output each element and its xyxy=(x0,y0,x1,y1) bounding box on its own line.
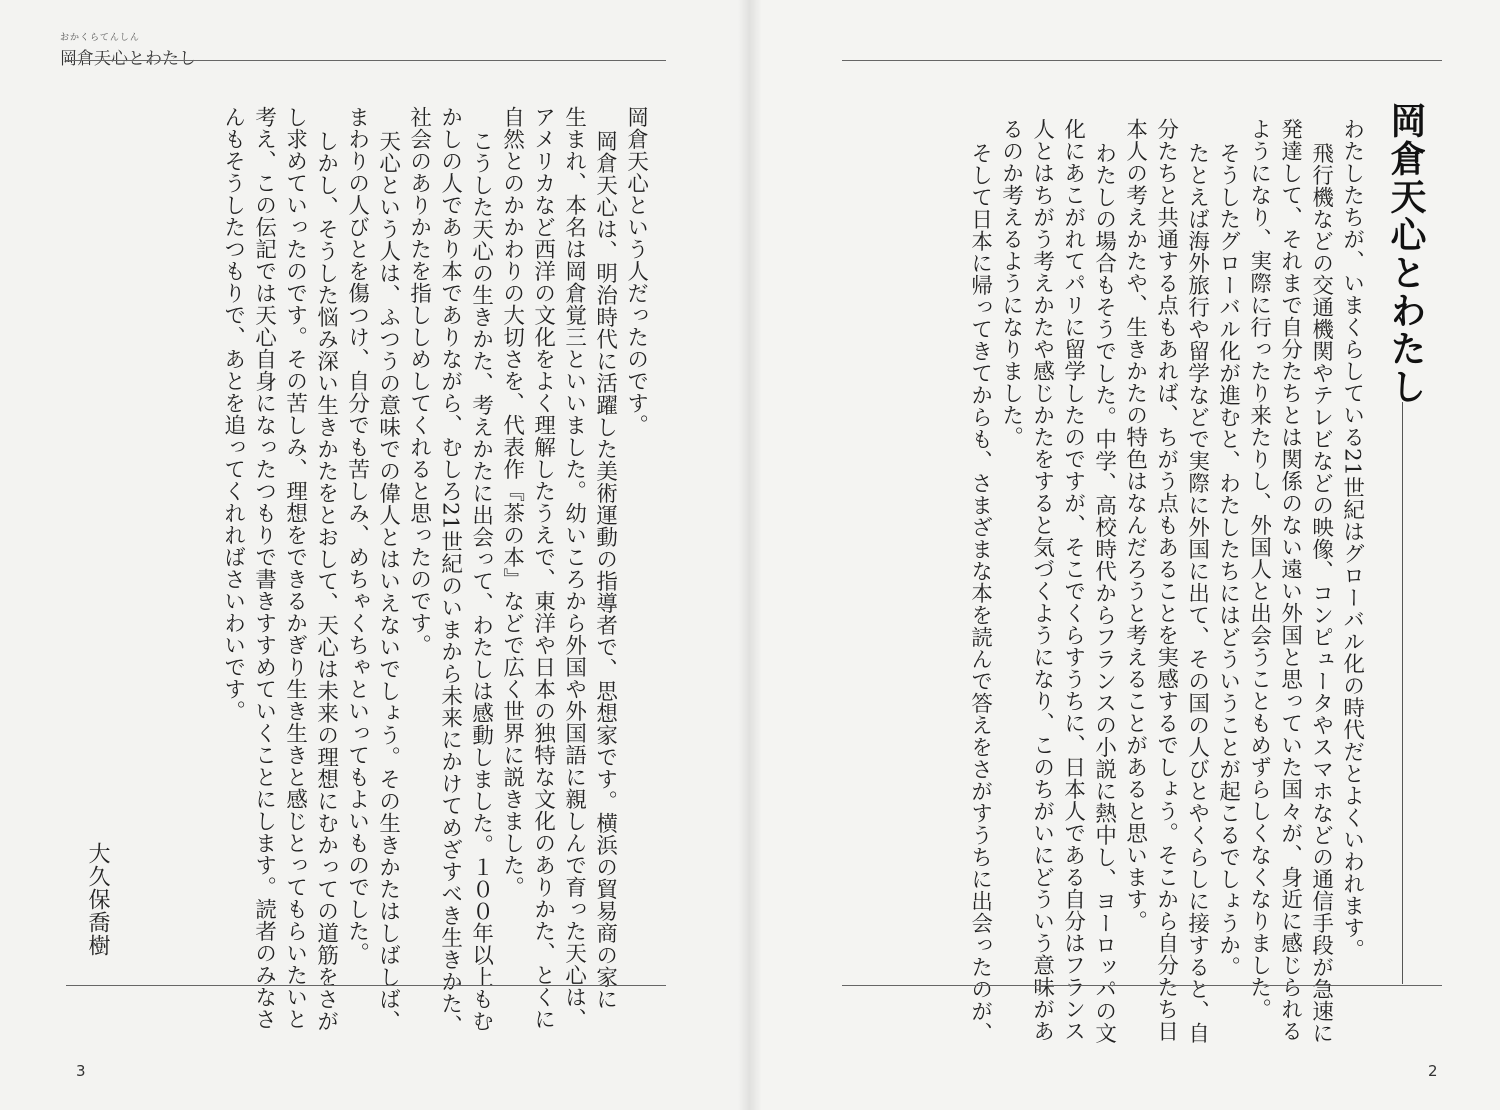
body-line: るのか考えるようになりました。 xyxy=(998,118,1024,448)
body-line: わたしの場合もそうでした。中学、高校時代からフランスの小説に熱中し、ヨーロッパの文 xyxy=(1091,142,1117,1044)
body-line: まわりの人びとを傷つけ、自分でも苦しみ、めちゃくちゃといってもよいものでした。 xyxy=(344,106,370,964)
body-line: かしの人であり本でありながら、むしろ21世紀のいまから未来にかけてめざすべき生きかた、 xyxy=(437,106,463,1037)
body-line: 分たちと共通する点もあれば、ちがう点もあることを実感するでしょう。そこから自分たち日 xyxy=(1153,118,1179,1042)
body-line: 人とはちがう考えかたや感じかたをすると気づくようになり、このちがいにどういう意味があ xyxy=(1029,118,1055,1042)
body-line: 社会のありかたを指ししめしてくれると思ったのです。 xyxy=(406,106,432,656)
running-head xyxy=(60,30,196,69)
body-line: 岡倉天心は、明治時代に活躍した美術運動の指導者で、思想家です。横浜の貿易商の家に xyxy=(592,130,618,1010)
running-head-ruby: おかくらてんしん xyxy=(60,33,140,43)
page-number: 3 xyxy=(76,1062,86,1080)
body-line: 考え、この伝記では天心自身になったつもりで書きすすめていくことにします。読者のみなさ xyxy=(251,106,277,1030)
book-gutter xyxy=(738,0,762,1110)
body-line: たとえば海外旅行や留学などで実際に外国に出て、その国の人びとやくらしに接すると、自 xyxy=(1184,142,1210,1044)
title-rule xyxy=(1402,402,1403,984)
top-rule xyxy=(66,60,666,61)
running-head-text: 岡倉天心とわたし xyxy=(60,49,196,69)
body-line: 化にあこがれてパリに留学したのですが、そこでくらすうちに、日本人である自分はフランス xyxy=(1060,118,1086,1042)
body-line: そして日本に帰ってきてからも、さまざまな本を読んで答えをさがすうちに出会ったのが、 xyxy=(967,142,993,1044)
body-line: そうしたグローバル化が進むと、わたしたちにはどういうことが起こるでしょうか。 xyxy=(1215,142,1241,978)
body-line: 発達して、それまで自分たちとは関係のない遠い外国と思っていた国々が、身近に感じられる xyxy=(1277,118,1303,1042)
bottom-rule xyxy=(842,985,1442,986)
page-number: 2 xyxy=(1428,1062,1438,1080)
right-page xyxy=(750,0,1500,1110)
body-line: 本人の考えかたや、生きかたの特色はなんだろうと考えることがあると思います。 xyxy=(1122,118,1148,932)
body-line: 自然とのかかわりの大切さを、代表作『茶の本』などで広く世界に説きました。 xyxy=(499,106,525,898)
body-line: 天心という人は、ふつうの意味での偉人とはいえないでしょう。その生きかたはしばしば、 xyxy=(375,130,401,1032)
body-line: んもそうしたつもりで、あとを追ってくれればさいわいです。 xyxy=(220,106,246,722)
body-line: こうした天心の生きかた、考えかたに出会って、わたしは感動しました。１００年以上もむ xyxy=(468,130,494,1032)
body-line: しかし、そうした悩み深い生きかたをとおして、天心は未来の理想にむかっての道筋をさが xyxy=(313,130,339,1032)
body-line: 生まれ、本名は岡倉覚三といいました。幼いころから外国や外国語に親しんで育った天心は、 xyxy=(561,106,587,1030)
body-line: 岡倉天心という人だったのです。 xyxy=(623,106,649,436)
body-line: アメリカなど西洋の文化をよく理解したうえで、東洋や日本の独特な文化のありかた、とくに xyxy=(530,106,556,1030)
body-line: ようになり、実際に行ったり来たりし、外国人と出会うこともめずらしくなくなりました。 xyxy=(1246,118,1272,1020)
bottom-rule xyxy=(66,985,666,986)
top-rule xyxy=(842,60,1442,61)
body-line: し求めていったのです。その苦しみ、理想をできるかぎり生き生きと感じとってもらいたいと xyxy=(282,106,308,1030)
author-name: 大久保喬樹 xyxy=(85,842,110,957)
page-title: 岡倉天心とわたし xyxy=(1385,102,1426,406)
body-line: 飛行機などの交通機関やテレビなどの映像、コンピュータやスマホなどの通信手段が急速に xyxy=(1308,142,1334,1044)
body-line: わたしたちが、いまくらしている21世紀はグローバル化の時代だとよくいわれます。 xyxy=(1339,118,1365,961)
